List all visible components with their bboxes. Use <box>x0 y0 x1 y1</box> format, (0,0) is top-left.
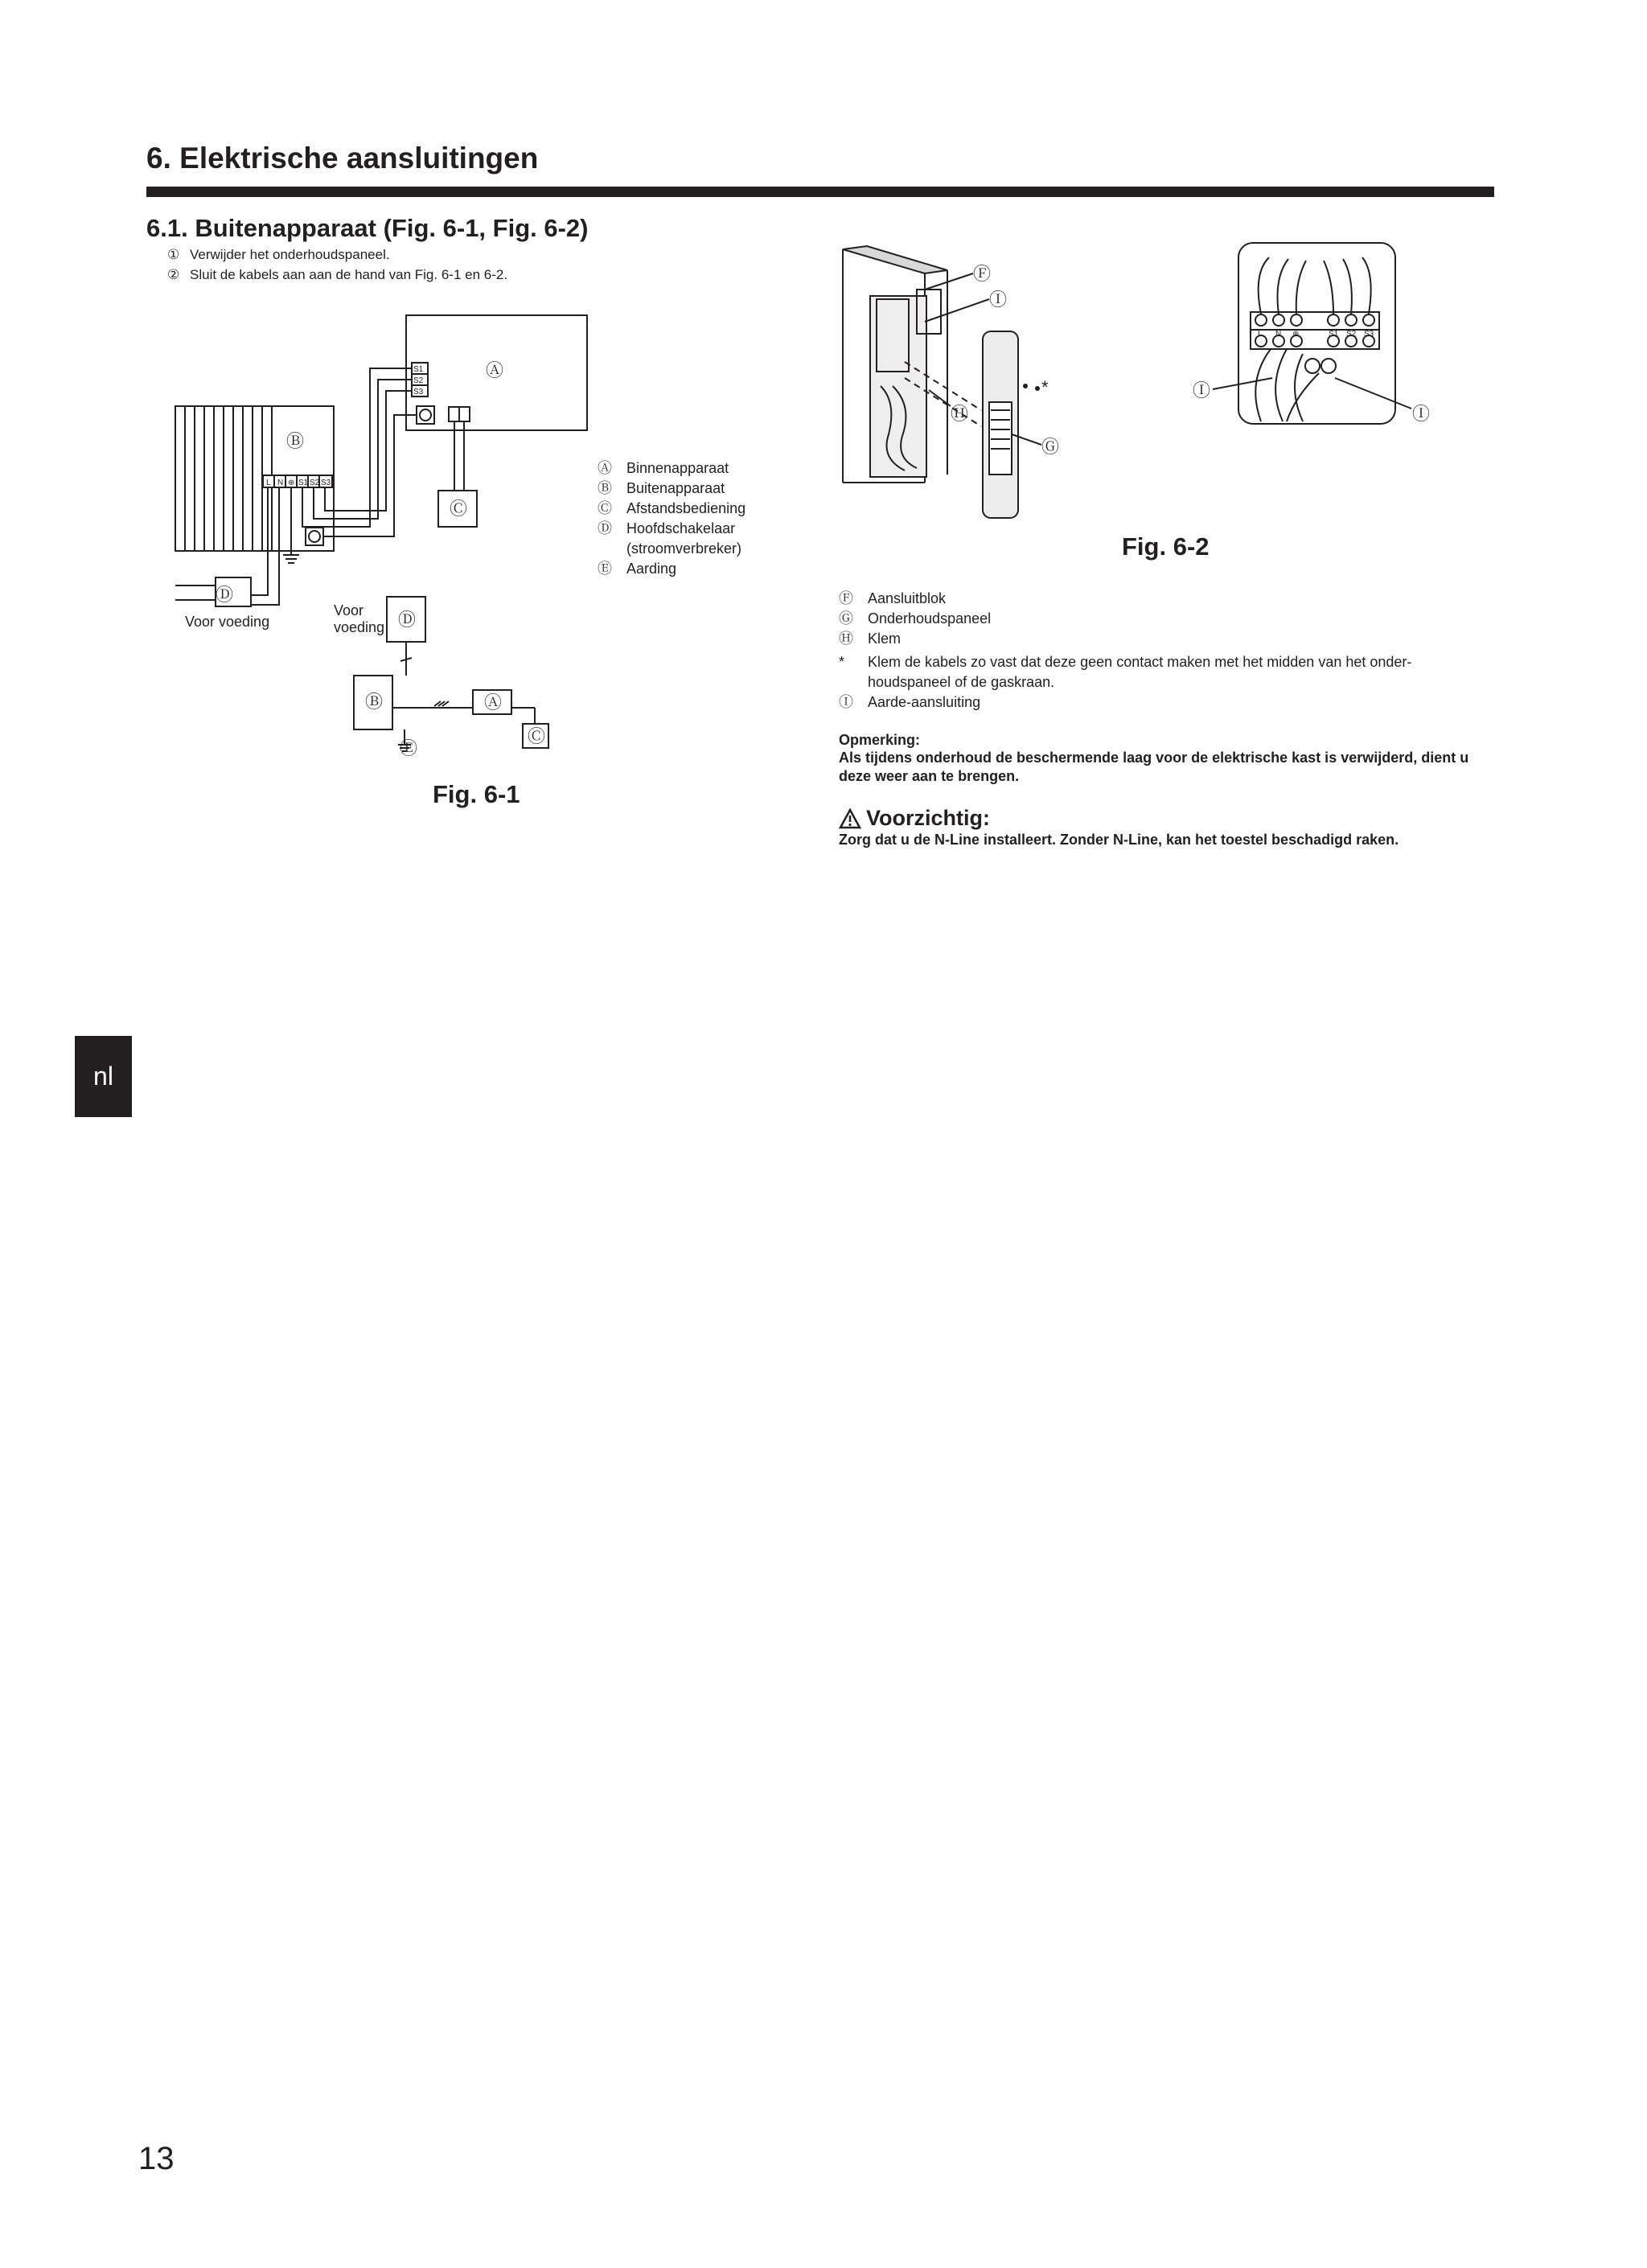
caution-block <box>839 806 1498 849</box>
power-label: voeding <box>334 619 385 635</box>
legend-row <box>598 519 745 539</box>
legend-text: Onderhoudspaneel <box>868 610 992 627</box>
asterisk-mark: * <box>1041 377 1049 397</box>
power-label: Voor <box>334 602 364 618</box>
label-i: Ⓘ <box>1412 404 1431 424</box>
legend-key: Ⓓ <box>598 520 612 536</box>
label-d: Ⓓ <box>398 610 417 630</box>
legend-text: Hoofdschakelaar <box>626 520 736 536</box>
terminal-label: S2 <box>413 376 424 385</box>
legend-row <box>598 539 745 559</box>
legend-text: Klem <box>868 631 902 647</box>
legend-row <box>839 629 1411 649</box>
label-h: Ⓗ <box>951 404 969 424</box>
terminal-label: N <box>277 479 284 487</box>
label-f: Ⓕ <box>973 264 992 284</box>
fig-6-1-wiring-diagram <box>161 306 611 772</box>
legend-text: Aarde-aansluiting <box>868 694 981 710</box>
caution-title: Voorzichtig: <box>866 806 990 830</box>
step-number: ② <box>167 267 180 282</box>
note-heading: Opmerking: <box>839 732 921 748</box>
language-tab: nl <box>75 1036 132 1117</box>
legend-key: * <box>839 654 845 670</box>
step-text: Verwijder het onderhoudspaneel. <box>190 247 390 262</box>
legend-key: Ⓕ <box>839 590 853 606</box>
terminal-label: S2 <box>1346 330 1357 339</box>
terminal-label: S2 <box>310 479 320 487</box>
caution-heading <box>839 806 1498 831</box>
page-number: 13 <box>138 2141 175 2176</box>
legend-key: Ⓔ <box>598 561 612 577</box>
terminal-label: S1 <box>1329 330 1339 339</box>
label-c: Ⓒ <box>528 726 546 746</box>
legend-key: Ⓘ <box>839 694 853 710</box>
label-a: Ⓐ <box>484 692 503 713</box>
legend-row <box>839 652 1411 672</box>
subsection-title: 6.1. Buitenapparaat (Fig. 6-1, Fig. 6-2) <box>146 214 589 242</box>
label-g: Ⓖ <box>1041 437 1060 457</box>
legend-text: Klem de kabels zo vast dat deze geen contact maken met het midden van het onder- <box>868 654 1412 670</box>
legend-text: Aansluitblok <box>868 590 947 606</box>
legend-key: Ⓗ <box>839 631 853 647</box>
caution-body: Zorg dat u de N-Line installeert. Zonder N-Line, kan het toestel beschadigd raken. <box>839 832 1399 848</box>
legend-text: Afstandsbediening <box>626 500 746 516</box>
terminal-label: S1 <box>413 365 424 374</box>
legend-text: houdspaneel of de gaskraan. <box>868 674 1055 690</box>
note-block <box>839 732 1498 786</box>
terminal-label: ⊕ <box>1292 330 1300 339</box>
fig-6-2-unit-illustration <box>836 241 1094 531</box>
legend-row <box>598 499 745 519</box>
legend-row <box>839 589 1411 609</box>
legend-text: Buitenapparaat <box>626 480 725 496</box>
label-i: Ⓘ <box>1193 380 1211 401</box>
label-b: Ⓑ <box>365 692 384 712</box>
section-title: 6. Elektrische aansluitingen <box>146 142 539 175</box>
legend-key <box>839 672 868 692</box>
legend-row <box>598 479 745 499</box>
label-d: Ⓓ <box>216 585 234 605</box>
step-text: Sluit de kabels aan aan de hand van Fig. 6-1 en 6-2. <box>190 267 508 282</box>
power-label: Voor voeding <box>185 614 270 630</box>
legend-key: Ⓖ <box>839 610 853 627</box>
terminal-label: S3 <box>413 388 424 396</box>
step-2 <box>167 266 507 284</box>
label-e: Ⓔ <box>400 738 418 758</box>
label-b: Ⓑ <box>286 431 305 451</box>
legend-row <box>598 559 745 579</box>
legend-text: (stroomverbreker) <box>626 540 742 557</box>
label-a: Ⓐ <box>486 360 504 380</box>
terminal-label: L <box>1258 330 1263 339</box>
terminal-label: ⊕ <box>288 479 295 487</box>
legend-text: Binnenapparaat <box>626 460 729 476</box>
fig-6-1-caption: Fig. 6-1 <box>433 780 520 808</box>
legend-text: Aarding <box>626 561 677 577</box>
warning-triangle-icon <box>839 808 861 829</box>
step-1 <box>167 246 390 264</box>
terminal-label: S3 <box>1364 330 1374 339</box>
terminal-label: N <box>1275 330 1282 339</box>
fig-6-2-caption: Fig. 6-2 <box>1122 532 1210 561</box>
step-number: ① <box>167 247 180 262</box>
label-c: Ⓒ <box>450 499 468 519</box>
terminal-label: S1 <box>298 479 309 487</box>
title-rule <box>146 187 1494 197</box>
fig-6-1-legend <box>598 458 745 579</box>
legend-row <box>598 458 745 479</box>
terminal-label: S3 <box>321 479 331 487</box>
legend-key: Ⓐ <box>598 460 612 476</box>
fig-6-2-legend <box>839 589 1411 713</box>
legend-key: Ⓑ <box>598 480 612 496</box>
terminal-label: L <box>266 479 271 487</box>
legend-row <box>839 609 1411 629</box>
legend-row <box>839 692 1411 713</box>
legend-key <box>598 539 626 559</box>
note-body: Als tijdens onderhoud de beschermende laag voor de elektrische kast is verwijderd, dient u deze weer aan te brengen. <box>839 750 1469 784</box>
label-i: Ⓘ <box>989 290 1008 310</box>
fig-6-2-terminal-detail <box>1182 233 1448 450</box>
legend-row <box>839 672 1411 692</box>
legend-key: Ⓒ <box>598 500 612 516</box>
